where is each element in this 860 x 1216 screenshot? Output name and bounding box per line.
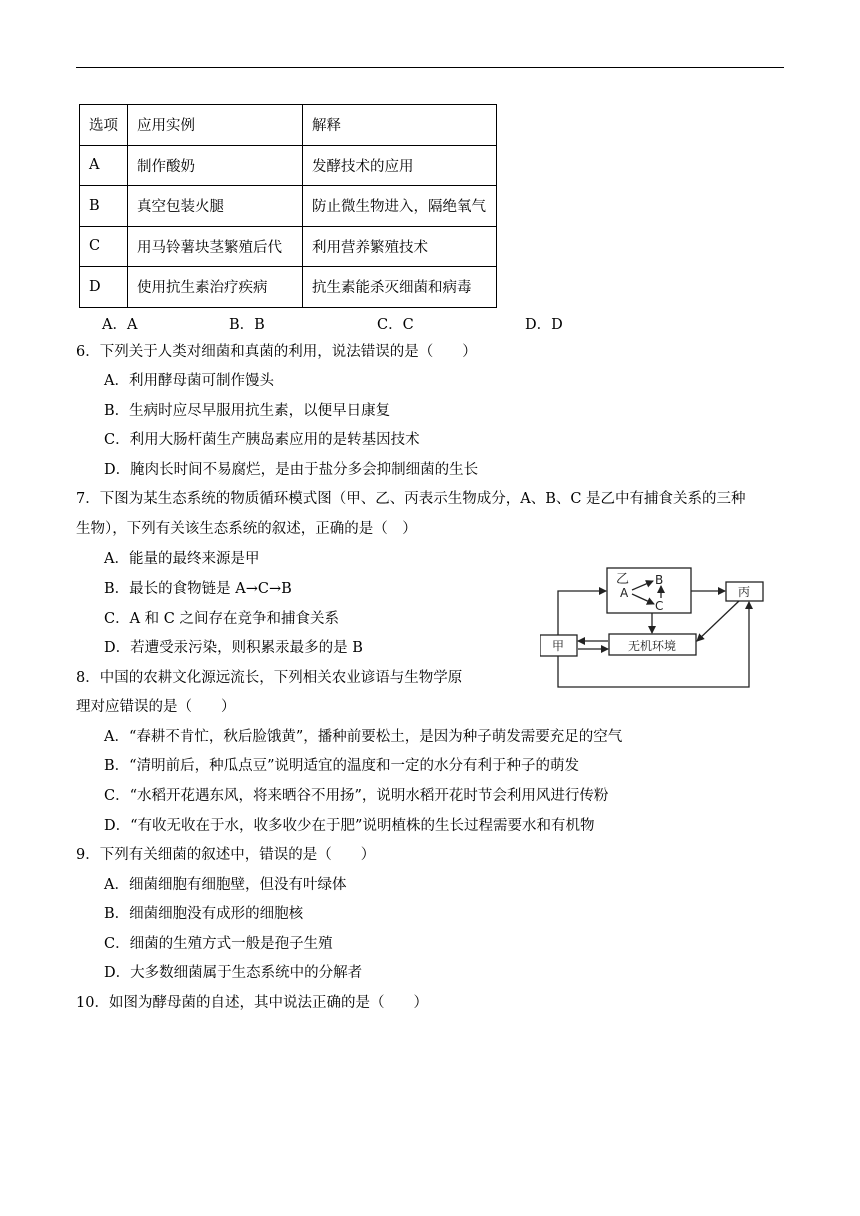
q7-option-a: A．能量的最终来源是甲 (104, 551, 260, 567)
q6-option-d: D．腌肉长时间不易腐烂，是由于盐分多会抑制细菌的生长 (104, 462, 479, 478)
q7-stem-line2: 生物），下列有关该生态系统的叙述，正确的是（ ） (76, 521, 417, 537)
q8-option-b: B．“清明前后，种瓜点豆”说明适宜的温度和一定的水分有利于种子的萌发 (104, 758, 579, 774)
q7-option-b: B．最长的食物链是 A→C→B (104, 581, 292, 597)
table-cell: 真空包装火腿 (128, 186, 303, 227)
q8-option-d: D．“有收无收在于水，收多收少在于肥”说明植株的生长过程需要水和有机物 (104, 818, 595, 834)
node-c-label: C (655, 599, 664, 613)
q5-choices (102, 313, 602, 333)
node-a-label: A (620, 586, 629, 600)
table-header-row (80, 105, 497, 146)
q9-option-a: A．细菌细胞有细胞壁，但没有叶绿体 (104, 877, 347, 893)
q7-stem-line1: 7．下图为某生态系统的物质循环模式图（甲、乙、丙表示生物成分，A、B、C 是乙中有捕食关系的三种 (76, 491, 746, 507)
q5-choice-d: D．D (525, 317, 563, 333)
table-cell: 用马铃薯块茎繁殖后代 (128, 226, 303, 267)
yi-label: 乙 (616, 572, 630, 587)
q5-choice-b: B．B (229, 317, 265, 333)
q6-option-a: A．利用酵母菌可制作馒头 (104, 373, 274, 389)
table-cell: B (80, 186, 128, 227)
table-header-cell: 选项 (80, 105, 128, 146)
table-cell: 利用营养繁殖技术 (303, 226, 497, 267)
q6-option-c: C．利用大肠杆菌生产胰岛素应用的是转基因技术 (104, 432, 420, 448)
table-row (80, 145, 497, 186)
q10-stem: 10．如图为酵母菌的自述，其中说法正确的是（ ） (76, 995, 428, 1011)
q9-option-c: C．细菌的生殖方式一般是孢子生殖 (104, 936, 333, 952)
table-header-cell: 应用实例 (128, 105, 303, 146)
options-table (79, 104, 497, 308)
q7-option-c: C．A 和 C 之间存在竞争和捕食关系 (104, 611, 339, 627)
table-cell: 防止微生物进入，隔绝氧气 (303, 186, 497, 227)
table-cell: D (80, 267, 128, 308)
table-cell: 发酵技术的应用 (303, 145, 497, 186)
q7-option-d: D．若遭受汞污染，则积累汞最多的是 B (104, 640, 363, 656)
table-cell: 使用抗生素治疗疾病 (128, 267, 303, 308)
q8-option-c: C．“水稻开花遇东风，将来晒谷不用扬”，说明水稻开花时节会利用风进行传粉 (104, 788, 609, 804)
q9-option-b: B．细菌细胞没有成形的细胞核 (104, 906, 304, 922)
material-cycle-diagram (540, 563, 785, 708)
q8-option-a: A．“春耕不肯忙，秋后脸饿黄”，播种前要松土，是因为种子萌发需要充足的空气 (104, 729, 623, 745)
table-row (80, 226, 497, 267)
q5-choice-a: A．A (102, 317, 138, 333)
node-b-label: B (655, 573, 664, 587)
q8-stem-line1: 8．中国的农耕文化源远流长，下列相关农业谚语与生物学原 (76, 670, 463, 686)
bing-label: 丙 (737, 585, 751, 599)
table-header-cell: 解释 (303, 105, 497, 146)
header-rule (76, 67, 784, 68)
q8-stem-line2: 理对应错误的是（ ） (76, 699, 236, 715)
table-cell: A (80, 145, 128, 186)
q5-choice-c: C．C (377, 317, 414, 333)
q9-stem: 9．下列有关细菌的叙述中，错误的是（ ） (76, 847, 376, 863)
q6-stem: 6．下列关于人类对细菌和真菌的利用，说法错误的是（ ） (76, 344, 477, 360)
table-cell: C (80, 226, 128, 267)
table-cell: 抗生素能杀灭细菌和病毒 (303, 267, 497, 308)
q9-option-d: D．大多数细菌属于生态系统中的分解者 (104, 965, 363, 981)
env-label: 无机环境 (627, 639, 677, 653)
q6-option-b: B．生病时应尽早服用抗生素，以便早日康复 (104, 403, 391, 419)
table-row (80, 186, 497, 227)
jia-label: 甲 (551, 639, 565, 653)
table-row (80, 267, 497, 308)
table-cell: 制作酸奶 (128, 145, 303, 186)
